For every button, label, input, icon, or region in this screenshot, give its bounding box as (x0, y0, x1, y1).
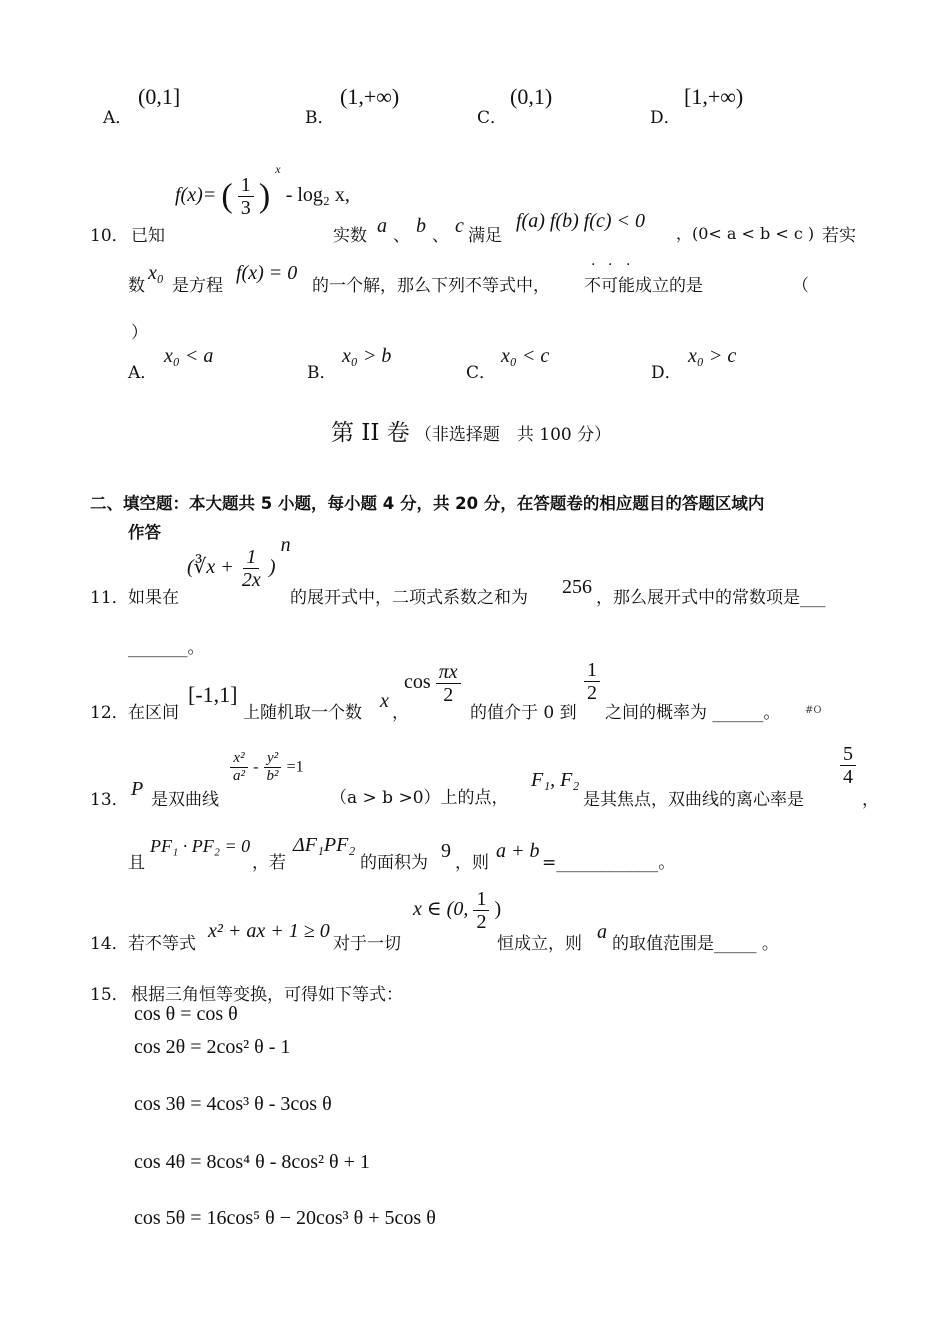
q11-value: 256 (562, 576, 592, 598)
option-b-value: (1,+∞) (340, 84, 400, 109)
q13-hyp-x-den: a² (233, 767, 245, 784)
q15-eq-4: cos 4θ = 8cos⁴ θ - 8cos² θ + 1 (134, 1151, 370, 1173)
q13-end-comma: ， (862, 790, 879, 810)
option-a-label: A． (103, 108, 133, 128)
q10-condition: f(a) f(b) f(c) < 0 (516, 210, 646, 232)
q14-cond-frac (473, 888, 489, 933)
q10-paren-open: （ (792, 276, 809, 296)
q12-cos-frac (436, 661, 461, 706)
q14-text-2: 对于一切 (333, 934, 401, 954)
q12-half (584, 659, 600, 704)
part-2-title: 第 II 卷 (331, 420, 410, 446)
q13-text-1: 是双曲线 (151, 790, 219, 810)
q10-emphasis: 不可能 (584, 276, 635, 296)
q15-text: 根据三角恒等变换，可得如下等式： (131, 985, 403, 1005)
q10-number: 10． (90, 226, 129, 246)
q13-ecc-den: 4 (843, 766, 853, 788)
q12-half-frac (584, 659, 600, 704)
q13-hyp-x-num: x² (230, 750, 247, 768)
q11-number: 11． (90, 588, 129, 608)
q10-opt-a-label: A． (128, 363, 158, 383)
q13-triangle: ΔF₁PF₂ (293, 834, 356, 856)
q14-number: 14． (90, 934, 129, 954)
q13-hyp-y-den: b² (266, 767, 279, 784)
q13-hyperbola (230, 750, 304, 784)
q15-eq-1: cos θ = cos θ (134, 1003, 238, 1025)
q13-number: 13． (90, 790, 129, 810)
q13-var-p: P (131, 778, 144, 800)
q10-func-exp: x (275, 161, 281, 176)
q11-text-3: ，那么展开式中的常数项是___ (596, 588, 826, 608)
q14-cond-num: 1 (473, 888, 489, 911)
q10-line2-d: 成立的是 (635, 276, 703, 296)
right-paren: ) (258, 177, 271, 215)
option-d-label: D． (650, 108, 681, 128)
q10-text-2: 实数 (333, 226, 367, 246)
q11-expr-frac-num: 1 (243, 546, 259, 569)
q13-dot-expression: PF₁ · PF₂ = 0 (150, 836, 251, 856)
q14-text-1: 若不等式 (128, 934, 196, 954)
q13-text-2: 是其焦点，双曲线的离心率是 (583, 790, 804, 810)
q11-expr-frac-den: 2x (241, 569, 261, 591)
q11-expr-open: (∛x + (187, 556, 234, 578)
q14-cond-pre: x ∈ (0, (413, 898, 469, 920)
q13-area: 9 (441, 840, 451, 862)
q10-func-frac-num: 1 (238, 174, 254, 197)
q13-line2-b: ，若 (252, 853, 286, 873)
q11-line-2: _______。 (128, 638, 205, 658)
q10-opt-a: x₀ < a (164, 345, 214, 367)
q10-var-a: a (377, 215, 387, 237)
emphasis-dot: · (591, 257, 596, 273)
q10-opt-c-label: C． (466, 363, 497, 383)
section-2-line-2: 作答 (128, 523, 161, 542)
q12-text-2: 上随机取一个数 (243, 703, 362, 723)
q11-expr-frac (239, 546, 264, 591)
q15-number: 15． (90, 985, 129, 1005)
q12-half-num: 1 (584, 659, 600, 682)
left-paren: ( (221, 177, 233, 215)
q11-text-1: 如果在 (128, 588, 179, 608)
q10-sep-2: 、 (432, 226, 449, 246)
option-b-label: B． (305, 108, 335, 128)
q10-range: ，(0< a < b < c ) (676, 224, 815, 243)
q15-eq-3: cos 3θ = 4cos³ θ - 3cos θ (134, 1093, 332, 1115)
q14-var-a: a (597, 921, 607, 943)
part-2-subtitle: （非选择题 共 100 分） (414, 425, 612, 445)
q15-eq-5: cos 5θ = 16cos⁵ θ − 20cos³ θ + 5cos θ (134, 1207, 436, 1229)
q14-condition (413, 888, 501, 933)
q10-text-4: 若实 (822, 226, 856, 246)
q12-number: 12． (90, 703, 129, 723)
q10-func-frac (238, 174, 254, 219)
q14-text-3: 恒成立，则 (497, 934, 582, 954)
q11-text-2: 的展开式中，二项式系数之和为 (290, 588, 528, 608)
q10-opt-d: x₀ > c (688, 345, 737, 367)
q10-var-b: b (416, 215, 426, 237)
q10-opt-b-label: B． (307, 363, 337, 383)
q14-cond-post: ) (494, 898, 502, 920)
q12-interval: [-1,1] (188, 682, 238, 707)
q13-condition: （a > b >0）上的点， (330, 788, 509, 808)
q11-expr-close: ) (268, 556, 276, 578)
option-d-value: [1,+∞) (684, 84, 744, 109)
q10-x0: x₀ (148, 262, 164, 284)
option-c-label: C． (477, 108, 508, 128)
q12-mark: #O (805, 705, 822, 716)
q10-line2-c: 的一个解，那么下列不等式中， (312, 276, 550, 296)
q12-cos-expression (404, 661, 461, 706)
q13-hyp-minus: - (253, 758, 259, 776)
q10-func-lhs: f(x)= (175, 184, 217, 206)
q12-text-1: 在区间 (128, 703, 179, 723)
q14-cond-den: 2 (476, 911, 487, 933)
q13-ecc-num: 5 (840, 743, 856, 766)
q10-equation: f(x) = 0 (236, 262, 298, 284)
q10-opt-d-label: D． (651, 363, 682, 383)
q13-line2-a: 且 (128, 853, 145, 873)
q10-text-1: 已知 (131, 226, 165, 246)
q10-func-frac-den: 3 (240, 197, 251, 219)
section-2-line-1: 二、填空题：本大题共 5 小题，每小题 4 分，共 20 分，在答题卷的相应题目的答题区域内 (90, 494, 765, 513)
q10-text-3: 满足 (468, 226, 502, 246)
q10-function (175, 161, 350, 219)
q13-hyp-x-frac (230, 750, 248, 784)
q14-inequality: x² + ax + 1 ≥ 0 (208, 920, 330, 942)
q12-half-den: 2 (587, 682, 597, 704)
q13-line2-e: =____________。 (542, 853, 676, 873)
q11-expression (187, 533, 291, 591)
q10-var-c: c (455, 215, 464, 237)
q13-sum: a + b (496, 840, 540, 862)
q12-text-4: 之间的概率为 ______。 (605, 703, 781, 723)
q10-opt-c: x₀ < c (501, 345, 550, 367)
q10-func-rest: - log₂ x, (285, 184, 350, 206)
q13-line2-d: ，则 (455, 853, 489, 873)
q10-line2-a: 数 (128, 276, 145, 296)
q10-paren-close: ） (131, 323, 148, 343)
q12-cos-frac-den: 2 (443, 684, 454, 706)
q10-line2-b: 是方程 (172, 276, 223, 296)
q12-var-x: x (380, 690, 389, 712)
q13-eccentricity (840, 743, 856, 788)
q12-text-3: 的值介于 0 到 (470, 703, 577, 723)
q15-eq-2: cos 2θ = 2cos² θ - 1 (134, 1036, 291, 1058)
q14-text-4: 的取值范围是_____ 。 (612, 934, 779, 954)
q13-line2-c: 的面积为 (360, 853, 428, 873)
q12-cos-frac-num: πx (436, 661, 461, 684)
option-a-value: (0,1] (138, 84, 181, 109)
q13-foci: F₁, F₂ (531, 769, 580, 791)
q13-hyp-y-frac (264, 750, 282, 784)
q13-hyp-y-num: y² (264, 750, 281, 768)
q12-comma: ， (392, 703, 409, 723)
option-c-value: (0,1) (510, 84, 553, 109)
q12-cos: cos (404, 671, 431, 693)
q10-opt-b: x₀ > b (342, 345, 392, 367)
part-2-heading (331, 414, 611, 447)
q13-ecc-frac (840, 743, 856, 788)
emphasis-dot: · (626, 257, 631, 273)
q13-hyp-eq: =1 (286, 758, 304, 776)
q10-sep-1: 、 (393, 226, 410, 246)
emphasis-dot: · (608, 257, 613, 273)
q11-expr-exp: n (280, 533, 291, 556)
